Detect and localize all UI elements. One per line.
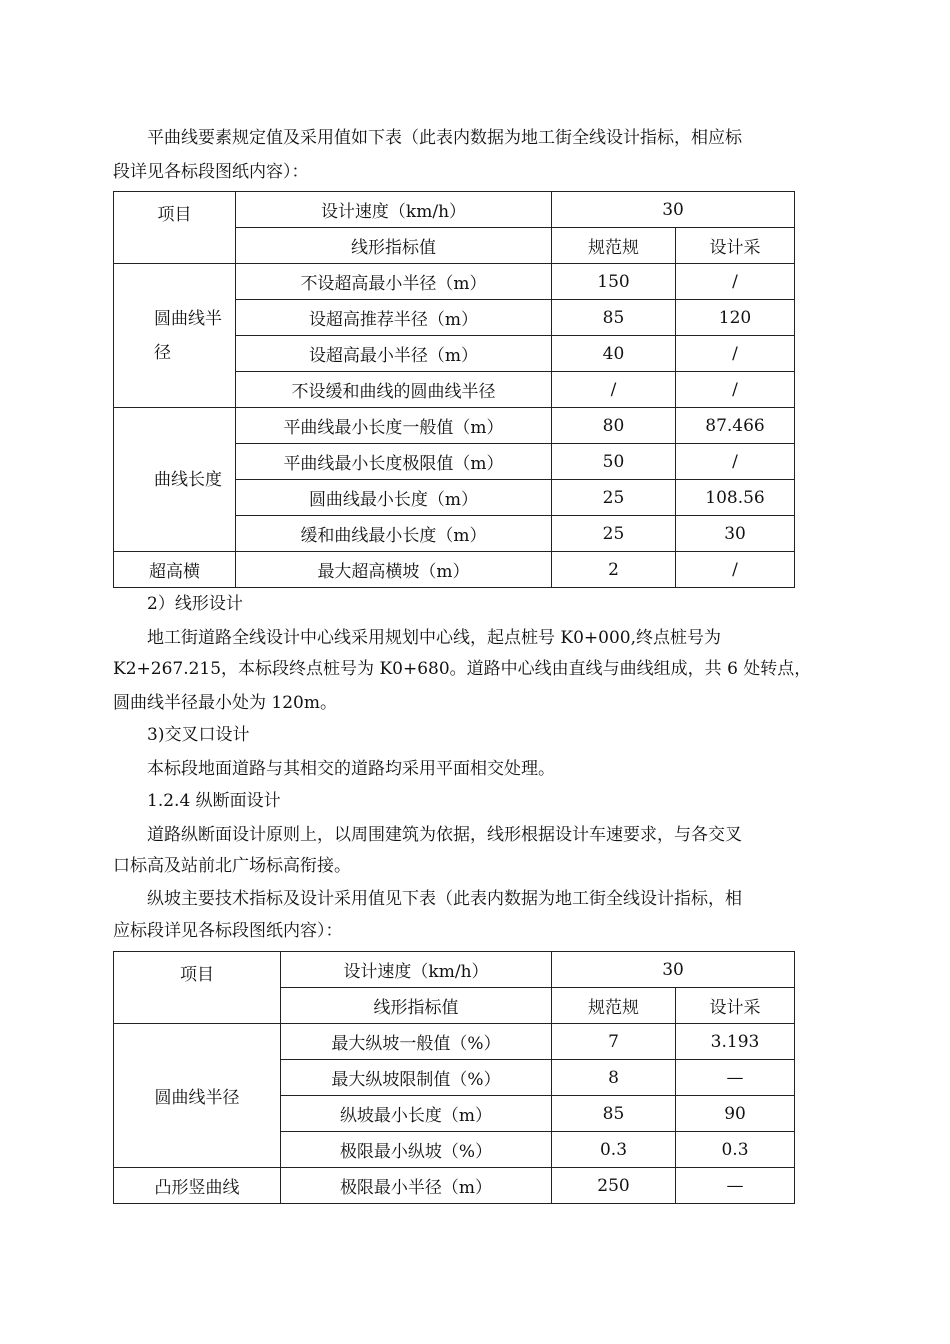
- row-design: 30: [676, 516, 795, 552]
- row-name: 极限最小纵坡（%）: [281, 1132, 552, 1168]
- row-design: /: [676, 552, 795, 588]
- speed-value: 30: [552, 952, 795, 988]
- row-std: 0.3: [552, 1132, 676, 1168]
- row-name: 不设缓和曲线的圆曲线半径: [236, 372, 552, 408]
- row-std: 2: [552, 552, 676, 588]
- section-2-line-1: 地工街道路全线设计中心线采用规划中心线，起点桩号 K0+000,终点桩号为: [147, 628, 722, 648]
- row-std: 85: [552, 1096, 676, 1132]
- section-4-line-1: 道路纵断面设计原则上，以周围建筑为依据，线形根据设计车速要求，与各交叉: [147, 825, 742, 845]
- intro-line-2: 段详见各标段图纸内容）：: [113, 162, 309, 182]
- row-name: 最大纵坡限制值（%）: [281, 1060, 552, 1096]
- group-superelevation: 超高横: [114, 552, 236, 588]
- item-header: 项目: [114, 952, 281, 1024]
- row-std: 50: [552, 444, 676, 480]
- speed-value: 30: [552, 192, 795, 228]
- row-design: /: [676, 264, 795, 300]
- row-std: 150: [552, 264, 676, 300]
- row-design: 3.193: [676, 1024, 795, 1060]
- row-design: /: [676, 372, 795, 408]
- section-2-line-2: K2+267.215，本标段终点桩号为 K0+680。道路中心线由直线与曲线组成，共 6 处转点，: [113, 659, 812, 679]
- row-std: /: [552, 372, 676, 408]
- item-header: 项目: [114, 192, 236, 264]
- col-design-header: 设计采: [676, 228, 795, 264]
- section-2-heading: 2）线形设计: [147, 594, 243, 614]
- group-curve-length: 曲线长度: [114, 408, 236, 552]
- row-std: 250: [552, 1168, 676, 1204]
- group-circle-radius: 圆曲线半径: [114, 264, 236, 408]
- section-4-line-4: 应标段详见各标段图纸内容）：: [113, 921, 343, 941]
- index-label: 线形指标值: [236, 228, 552, 264]
- section-2-line-3: 圆曲线半径最小处为 120m。: [113, 693, 337, 713]
- row-std: 7: [552, 1024, 676, 1060]
- row-name: 设超高推荐半径（m）: [236, 300, 552, 336]
- section-3-line-1: 本标段地面道路与其相交的道路均采用平面相交处理。: [147, 759, 555, 779]
- col-std-header: 规范规: [552, 988, 676, 1024]
- row-name: 最大超高横坡（m）: [236, 552, 552, 588]
- row-name: 平曲线最小长度一般值（m）: [236, 408, 552, 444]
- row-name: 平曲线最小长度极限值（m）: [236, 444, 552, 480]
- row-std: 25: [552, 516, 676, 552]
- index-label: 线形指标值: [281, 988, 552, 1024]
- col-std-header: 规范规: [552, 228, 676, 264]
- col-design-header: 设计采: [676, 988, 795, 1024]
- row-design: /: [676, 336, 795, 372]
- row-std: 80: [552, 408, 676, 444]
- row-design: 90: [676, 1096, 795, 1132]
- section-3-heading: 3)交叉口设计: [147, 725, 250, 745]
- row-design: 108.56: [676, 480, 795, 516]
- row-name: 最大纵坡一般值（%）: [281, 1024, 552, 1060]
- gradient-table: [113, 951, 795, 1204]
- group-circle-radius: 圆曲线半径: [114, 1024, 281, 1168]
- section-4-heading: 1.2.4 纵断面设计: [147, 791, 281, 811]
- row-name: 不设超高最小半径（m）: [236, 264, 552, 300]
- row-design: —: [676, 1060, 795, 1096]
- row-design: —: [676, 1168, 795, 1204]
- row-std: 25: [552, 480, 676, 516]
- group-convex-curve: 凸形竖曲线: [114, 1168, 281, 1204]
- row-name: 纵坡最小长度（m）: [281, 1096, 552, 1132]
- row-std: 8: [552, 1060, 676, 1096]
- speed-label: 设计速度（km/h）: [236, 192, 552, 228]
- row-name: 设超高最小半径（m）: [236, 336, 552, 372]
- row-design: 0.3: [676, 1132, 795, 1168]
- intro-line-1: 平曲线要素规定值及采用值如下表（此表内数据为地工街全线设计指标，相应标: [147, 128, 742, 148]
- row-std: 85: [552, 300, 676, 336]
- row-design: 87.466: [676, 408, 795, 444]
- row-design: /: [676, 444, 795, 480]
- speed-label: 设计速度（km/h）: [281, 952, 552, 988]
- row-name: 缓和曲线最小长度（m）: [236, 516, 552, 552]
- row-std: 40: [552, 336, 676, 372]
- row-name: 极限最小半径（m）: [281, 1168, 552, 1204]
- section-4-line-2: 口标高及站前北广场标高衔接。: [113, 856, 351, 876]
- curve-elements-table: [113, 191, 795, 588]
- section-4-line-3: 纵坡主要技术指标及设计采用值见下表（此表内数据为地工街全线设计指标，相: [147, 889, 742, 909]
- row-name: 圆曲线最小长度（m）: [236, 480, 552, 516]
- row-design: 120: [676, 300, 795, 336]
